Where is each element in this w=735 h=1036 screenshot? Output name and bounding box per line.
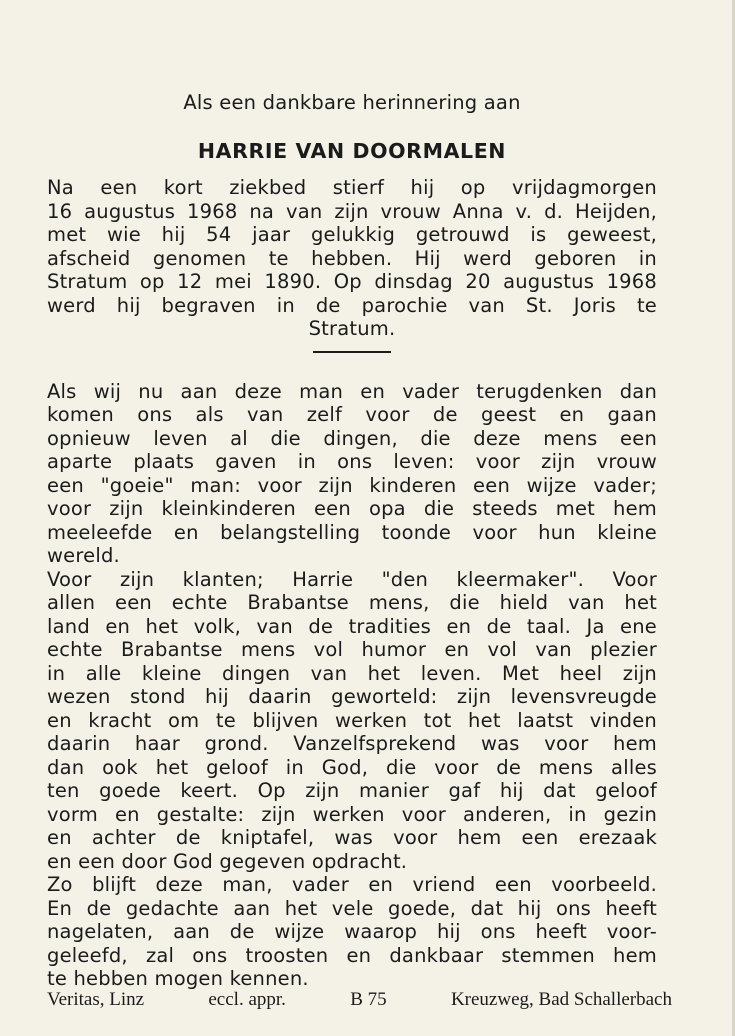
intro-line: Als een dankbare herinnering aan [183,91,521,114]
footer-series: Kreuzweg, Bad Schallerbach [450,989,672,1010]
announcement-paragraph [47,176,657,341]
tribute-line: komen ons als van zelf voor de geest en gaan [47,403,657,426]
tribute-line: meeleefde en belangstelling toonde voor hun kleine [47,520,657,544]
announcement-line: Stratum op 12 mei 1890. Op dinsdag 20 augustus 1968 [47,270,657,293]
tribute-line: Zo blijft deze man, vader en vriend een voorbeeld. [47,873,657,896]
tribute-line: en achter de kniptafel, was voor hem een erezaak [47,826,657,849]
tribute-line: voor zijn kleinkinderen een opa die steeds met hem [47,497,657,520]
card-content [47,88,657,991]
footer-publisher: Veritas, Linz [47,989,145,1010]
footer-code: B 75 [350,989,387,1010]
tribute-line: dan ook het geloof in God, die voor de mens alles [47,755,657,779]
tribute-line: vorm en gestalte: zijn werken voor anderen, in gezin [47,802,657,826]
tribute-line: een "goeie" man: voor zijn kinderen een wijze vader; [47,473,657,497]
tribute-line: wereld. [47,544,120,567]
tribute-line: allen een echte Brabantse mens, die hield van het [47,591,657,614]
tribute-line: te hebben mogen kennen. [47,967,309,990]
tribute-line: wezen stond hij daarin geworteld: zijn levensvreugde [47,685,657,708]
tribute-line: opnieuw leven al die dingen, die deze mens een [47,426,657,450]
tribute-line: Als wij nu aan deze man en vader terugdenken dan [47,379,657,403]
deceased-name: HARRIE VAN DOORMALEN [197,139,507,163]
tribute-line: en kracht om te blijven werken tot het laatst vinden [47,708,657,732]
tribute-line: land en het volk, van de tradities en de taal. Ja ene [47,614,657,638]
announcement-line: Stratum. [308,317,396,340]
tribute-line: in alle kleine dingen van het leven. Met heel zijn [47,661,657,685]
tribute-line: Voor zijn klanten; Harrie "den kleermaker". Voor [47,567,657,591]
announcement-line: 16 augustus 1968 na van zijn vrouw Anna v. d. Heijden, [47,199,657,223]
announcement-line: afscheid genomen te hebben. Hij werd geboren in [47,246,657,270]
footer-approval: eccl. appr. [208,989,286,1010]
tribute-line: echte Brabantse mens vol humor en vol van plezier [47,638,657,661]
tribute-line: daarin haar grond. Vanzelfsprekend was voor hem [47,732,657,755]
tribute-line: aparte plaats gaven in ons leven: voor zijn vrouw [47,450,657,473]
tribute-paragraph [47,380,657,991]
tribute-line: geleefd, zal ons troosten en dankbaar stemmen hem [47,943,657,967]
tribute-line: en een door God gegeven opdracht. [47,849,408,873]
announcement-line: met wie hij 54 jaar gelukkig getrouwd is geweest, [47,223,657,246]
tribute-line: En de gedachte aan het vele goede, dat hij ons heeft [47,896,657,920]
tribute-line: ten goede keert. Op zijn manier gaf hij dat geloof [47,779,657,802]
tribute-line: nagelaten, aan de wijze waarop hij ons heeft voor- [47,920,657,943]
announcement-line: werd hij begraven in de parochie van St. Joris te [47,293,657,317]
printer-footer [47,989,672,1011]
announcement-line: Na een kort ziekbed stierf hij op vrijdagmorgen [47,176,657,199]
